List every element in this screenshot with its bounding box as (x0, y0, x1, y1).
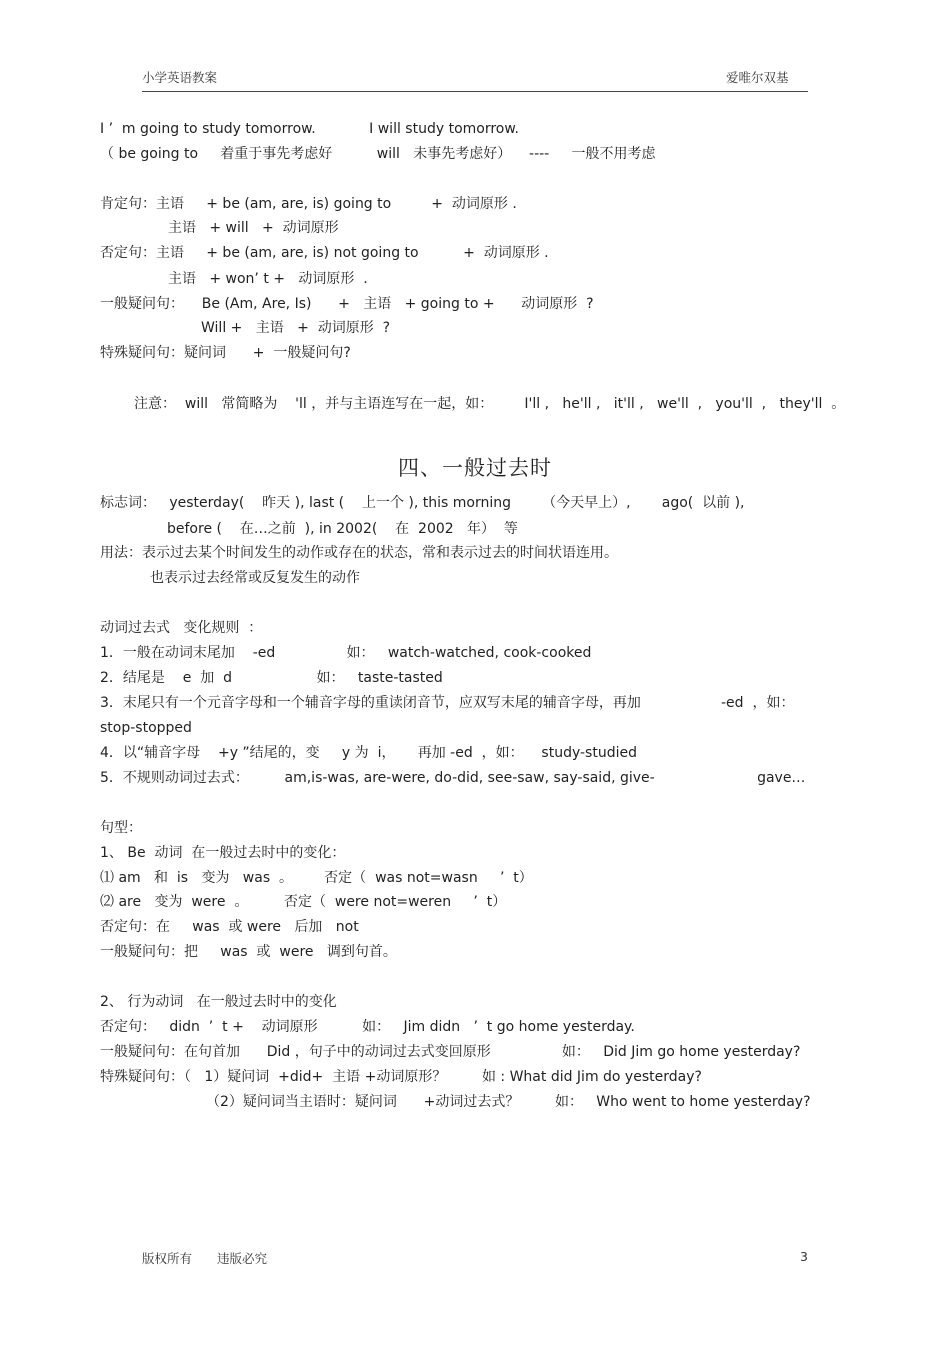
pattern-2: 2、 行为动词 在一般过去时中的变化 (100, 994, 337, 1010)
rule-3-cont: stop-stopped (100, 720, 192, 736)
header-right: 爱唯尔双基 (726, 70, 789, 85)
line-5: 否定句：主语 + be (am, are, is) not going to + 动词原形 . (100, 245, 549, 261)
rule-5: 5．不规则动词过去式： am,is-was, are-were, do-did, see-saw, say-said, give- gave… (100, 770, 806, 786)
sentence-pattern-title: 句型： (100, 820, 142, 836)
line-markers-2: before ( 在…之前 ), in 2002( 在 2002 年） 等 (167, 521, 518, 537)
line-3: 肯定句：主语 + be (am, are, is) going to + 动词原形 . (100, 196, 517, 212)
line-usage-2: 也表示过去经常或反复发生的动作 (150, 570, 360, 586)
line-7: 一般疑问句： Be (Am, Are, Is) + 主语 + going to + 动词原形 ? (100, 296, 594, 312)
pattern-1: 1、 Be 动词 在一般过去时中的变化： (100, 845, 346, 861)
rule-3: 3．末尾只有一个元音字母和一个辅音字母的重读闭音节，应双写末尾的辅音字母，再加 -ed ，如： (100, 695, 795, 711)
line-4: 主语 + will + 动词原形 (168, 220, 339, 236)
line-9: 特殊疑问句：疑问词 + 一般疑问句? (100, 345, 351, 361)
rule-1: 1．一般在动词末尾加 -ed 如： watch-watched, cook-cooked (100, 645, 592, 661)
note-line: 注意： will 常简略为 'll ，并与主语连写在一起，如： I'll , he'll , it'll , we'll , you'll , they'll 。 (134, 396, 846, 412)
line-rules-title: 动词过去式 变化规则 ： (100, 620, 263, 636)
rule-4: 4．以“辅音字母 +y ”结尾的，变 y 为 i， 再加 -ed ，如： study-studied (100, 745, 637, 761)
pattern-1b: ⑵ are 变为 were 。 否定（ were not=weren ’ t） (100, 894, 507, 910)
line-6: 主语 + won’ t + 动词原形 . (168, 271, 368, 287)
line-2: （ be going to 着重于事先考虑好 will 未事先考虑好） ---- 一般不用考虑 (100, 146, 656, 162)
pattern-2c: 特殊疑问句：（ 1）疑问词 +did+ 主语 +动词原形？ 如 : What did Jim do yesterday? (100, 1069, 702, 1085)
pattern-2b: 一般疑问句：在句首加 Did ，句子中的动词过去式变回原形 如： Did Jim go home yesterday? (100, 1044, 801, 1060)
pattern-2a: 否定句： didn ’ t + 动词原形 如： Jim didn ’ t go home yesterday. (100, 1019, 635, 1035)
line-usage: 用法：表示过去某个时间发生的动作或存在的状态，常和表示过去的时间状语连用。 (100, 545, 618, 561)
line-markers: 标志词： yesterday( 昨天 ), last ( 上一个 ), this morning （今天早上）, ago( 以前 ), (100, 495, 745, 511)
header-left: 小学英语教案 (142, 70, 218, 85)
pattern-1c: 否定句：在 was 或 were 后加 not (100, 919, 359, 935)
pattern-1d: 一般疑问句：把 was 或 were 调到句首。 (100, 944, 397, 960)
pattern-1a: ⑴ am 和 is 变为 was 。 否定（ was not=wasn ’ t） (100, 870, 533, 886)
section-title: 四、一般过去时 (398, 456, 552, 480)
line-8: Will + 主语 + 动词原形 ? (201, 320, 391, 336)
rule-2: 2．结尾是 e 加 d 如： taste-tasted (100, 670, 443, 686)
pattern-2d: （2）疑问词当主语时：疑问词 +动词过去式？ 如： Who went to home yesterday? (206, 1094, 811, 1110)
header-rule (142, 91, 808, 92)
page-number: 3 (800, 1249, 808, 1264)
line-1: I ’ m going to study tomorrow. I will study tomorrow. (100, 121, 519, 137)
footer-left: 版权所有 违版必究 (142, 1251, 268, 1266)
